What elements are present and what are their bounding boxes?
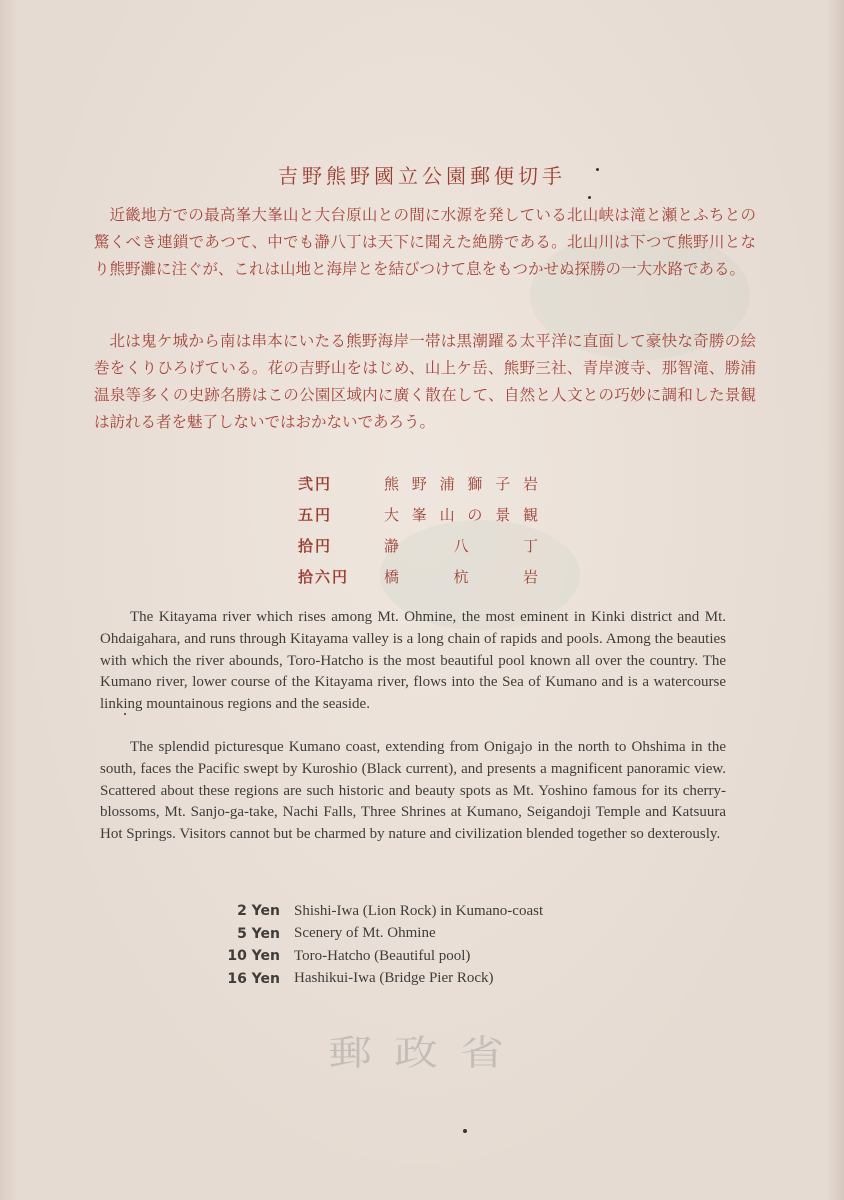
japanese-title: 吉野熊野國立公園郵便切手 bbox=[278, 164, 566, 188]
ministry-seal-watermark: 郵政省 bbox=[328, 1033, 526, 1074]
stamp-denomination: 10 Yen bbox=[227, 948, 280, 965]
stamp-denomination: 5 Yen bbox=[237, 925, 280, 942]
stamp-denomination: 拾円 bbox=[298, 537, 333, 555]
english-paragraph-1 bbox=[100, 607, 726, 716]
paper-speck bbox=[596, 168, 599, 171]
english-paragraph-2 bbox=[100, 737, 726, 846]
stamp-name: Hashikui-Iwa (Bridge Pier Rock) bbox=[294, 970, 494, 987]
stamp-name: Scenery of Mt. Ohmine bbox=[294, 925, 436, 942]
english-stamp-list bbox=[200, 900, 543, 990]
stamp-name: 橋杭岩 bbox=[384, 568, 538, 586]
stamp-denomination: 16 Yen bbox=[227, 970, 280, 987]
stamp-denomination: 弐円 bbox=[298, 475, 333, 493]
paper-speck bbox=[124, 713, 126, 715]
paper-speck bbox=[463, 1129, 467, 1133]
stamp-name: 瀞八丁 bbox=[384, 537, 538, 555]
japanese-paragraph-1 bbox=[94, 202, 756, 283]
stamp-name: Toro-Hatcho (Beautiful pool) bbox=[294, 947, 471, 964]
japanese-stamp-list bbox=[298, 468, 538, 592]
stamp-name: 大峯山の景観 bbox=[384, 506, 538, 524]
japanese-stamp-row bbox=[298, 468, 538, 499]
english-paragraph-text: The Kitayama river which rises among Mt. Ohmine, the most eminent in Kinki district and Mt. Ohdaigahara, and runs through Kitayama valley is a long chain of rapids and pools. Among the beauties with which the river abounds, Toro-Hatcho is the most beautiful pool known all over the country. The Kumano river, lower course of the Kitayama river, flows into the Sea of Kumano and is a watercourse linking mountainous regions and the seaside. bbox=[100, 609, 726, 713]
english-stamp-row bbox=[200, 968, 543, 991]
english-stamp-row bbox=[200, 923, 543, 946]
japanese-paragraph-text: 近畿地方での最高峯大峯山と大台原山との間に水源を発している北山峡は滝と瀬とふちとの驚くべき連鎖であつて、中でも瀞八丁は天下に聞えた絶勝である。北山川は下つて熊野川となり熊野灘に注ぐが、これは山地と海岸とを結びつけて息をもつかせぬ探勝の一大水路である。 bbox=[94, 206, 756, 278]
stamp-name: 熊野浦獅子岩 bbox=[384, 475, 538, 493]
paper-speck bbox=[588, 196, 591, 199]
japanese-stamp-row bbox=[298, 561, 538, 592]
stamp-denomination: 2 Yen bbox=[237, 903, 280, 920]
japanese-paragraph-text: 北は鬼ケ城から南は串本にいたる熊野海岸一帯は黒潮躍る太平洋に直面して豪快な奇勝の絵巻をくりひろげている。花の吉野山をはじめ、山上ケ岳、熊野三社、青岸渡寺、那智滝、勝浦温泉等多くの史跡名勝はこの公園区域内に廣く散在して、自然と人文との巧妙に調和した景観は訪れる者を魅了しないではおかないであろう。 bbox=[94, 332, 756, 431]
japanese-stamp-row bbox=[298, 530, 538, 561]
stamp-denomination: 拾六円 bbox=[298, 568, 350, 586]
stamp-denomination: 五円 bbox=[298, 506, 333, 524]
english-paragraph-text: The splendid picturesque Kumano coast, extending from Onigajo in the north to Ohshima in the south, faces the Pacific swept by Kuroshio (Black current), and presents a magnificent panoramic view. Scattered about these regions are such historic and beauty spots as Mt. Yoshino famous for its cherry-blossoms, Mt. Sanjo-ga-take, Nachi Falls, Three Shrines at Kumano, Seigandoji Temple and Katsuura Hot Springs. Visitors cannot but be charmed by nature and civilization blended together so dexterously. bbox=[100, 739, 726, 843]
english-stamp-row bbox=[200, 945, 543, 968]
japanese-paragraph-2 bbox=[94, 328, 756, 436]
english-stamp-row bbox=[200, 900, 543, 923]
stamp-name: Shishi-Iwa (Lion Rock) in Kumano-coast bbox=[294, 902, 544, 919]
japanese-stamp-row bbox=[298, 499, 538, 530]
